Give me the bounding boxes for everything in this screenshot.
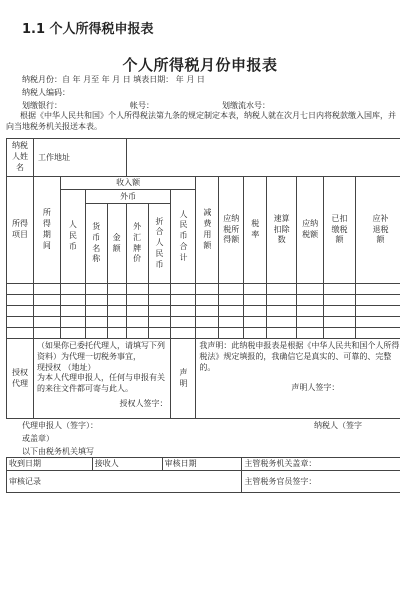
rmb-label: 人民币 [60, 190, 85, 284]
work-address-label: 工作地址 [33, 139, 126, 177]
authorization-box [33, 339, 171, 419]
table-row [7, 317, 400, 328]
declarant-signature-label: 声明人签字： [291, 383, 340, 393]
received-date-label: 收到日期 [7, 458, 93, 471]
currency-name-label: 货币名称 [85, 204, 107, 284]
authority-table [6, 457, 400, 493]
declaration-text: 我声明：此纳税申报表是根据《中华人民共和国个人所得税法》规定填报的，我确信它是真实的、可靠的、完整的。 [199, 341, 400, 372]
tax-payable-label: 应纳税额 [297, 177, 324, 284]
intro-paragraph: 根据《中华人民共和国》个人所得税法第九条的规定制定本表，纳税人就在次月七日内将税款缴入国库，并向当地税务机关报送本表。 [6, 111, 396, 131]
auth-text-2: 现授权 （地址） [36, 362, 96, 372]
declaration-box [196, 339, 400, 419]
table-row [7, 284, 400, 295]
income-item-label: 所得项目 [7, 177, 34, 284]
auth-signature-label: 授权人签字： [119, 398, 168, 408]
authorize-agent-label: 授权代理 [7, 339, 34, 419]
work-address-value [126, 139, 400, 177]
tax-refund-label: 应补退税额 [356, 177, 400, 284]
amount-label: 金额 [107, 204, 126, 284]
review-date-label: 审核日期 [162, 458, 242, 471]
receiver-label: 接收人 [92, 458, 162, 471]
authority-fill-note: 以下由税务机关填写 [22, 447, 94, 456]
authority-seal-label: 主管税务机关盖章： [242, 458, 400, 471]
tax-rate-label: 税率 [244, 177, 267, 284]
tax-withheld-label: 已扣缴税额 [324, 177, 356, 284]
bank-label: 划缴银行： [22, 101, 62, 110]
converted-rmb-label: 折合人民币 [148, 204, 171, 284]
income-amount-label: 收入额 [60, 177, 196, 190]
income-period-label: 所得期间 [33, 177, 60, 284]
declaration-table [6, 138, 400, 419]
taxpayer-name-label: 纳税人姓名 [7, 139, 34, 177]
agent-signature-label: 代理申报人（签字）： [22, 421, 98, 430]
account-label: 帐号： [130, 101, 154, 110]
taxpayer-signature-label: 纳税人（签字 [314, 421, 362, 430]
auth-text-1: （如果你已委托代理人，请填写下列资料）为代理一切税务事宜， [36, 341, 165, 361]
form-title: 个人所得税月份申报表 [122, 56, 278, 74]
quick-deduction-label: 速算扣除数 [267, 177, 297, 284]
officer-signature-label: 主管税务官员签字： [242, 471, 400, 493]
table-row [7, 295, 400, 306]
table-row [7, 306, 400, 317]
fx-rate-label: 外汇牌价 [126, 204, 148, 284]
declaration-label: 声明 [171, 339, 196, 419]
auth-text-3: 为本人代理申报人，任何与申报有关的来往文件都可寄与此人。 [36, 373, 165, 394]
taxpayer-id-label: 纳税人编码： [22, 88, 70, 97]
tax-period-line: 纳税月份：自 年 月至 年 月 日 填表日期： 年 月 日 [22, 75, 205, 84]
review-record-label: 审核记录 [7, 471, 242, 493]
rmb-total-label: 人民币合计 [171, 190, 196, 284]
foreign-currency-label: 外币 [85, 190, 171, 204]
taxable-income-label: 应纳税所得额 [219, 177, 244, 284]
serial-label: 划缴流水号： [222, 101, 270, 110]
section-heading: 1.1 个人所得税申报表 [22, 22, 154, 37]
seal-label: 或盖章） [22, 434, 54, 443]
table-row [7, 328, 400, 339]
deduction-label: 减费用额 [196, 177, 219, 284]
